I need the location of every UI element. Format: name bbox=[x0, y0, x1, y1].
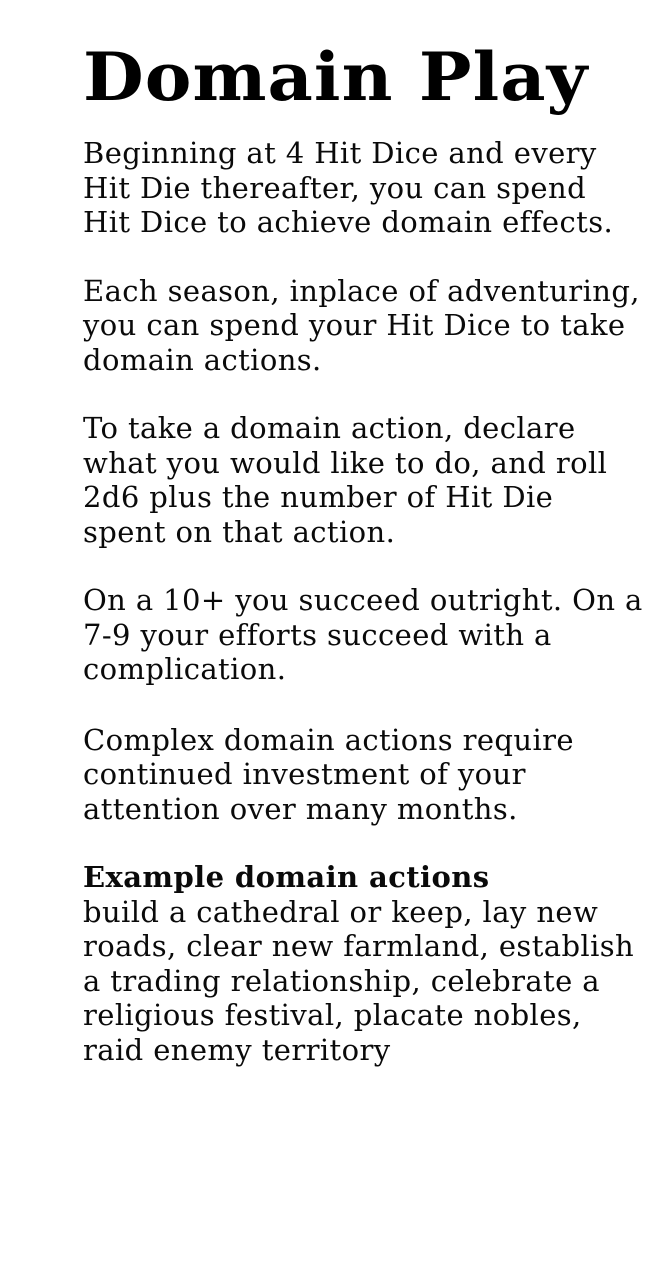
example-section bbox=[83, 860, 643, 1067]
example-body: build a cathedral or keep, lay new roads, clear new farmland, establish a trading relationship, celebrate a religious festival, placate nobles, raid enemy territory bbox=[83, 894, 635, 1067]
paragraph-results: On a 10+ you succeed outright. On a 7-9 your efforts succeed with a complication. bbox=[83, 583, 643, 686]
page-title: Domain Play bbox=[83, 38, 589, 116]
paragraph-hit-dice: Beginning at 4 Hit Dice and every Hit Die thereafter, you can spend Hit Dice to achieve domain effects. bbox=[83, 136, 614, 239]
paragraph-season: Each season, inplace of adventuring, you can spend your Hit Dice to take domain actions. bbox=[83, 273, 640, 377]
paragraph-domain-action: To take a domain action, declare what you would like to do, and roll 2d6 plus the number of Hit Die spent on that action. bbox=[83, 411, 608, 549]
document-page bbox=[83, 30, 643, 1101]
example-heading: Example domain actions bbox=[83, 860, 490, 894]
paragraph-complex-actions: Complex domain actions require continued investment of your attention over many months. bbox=[83, 722, 574, 826]
